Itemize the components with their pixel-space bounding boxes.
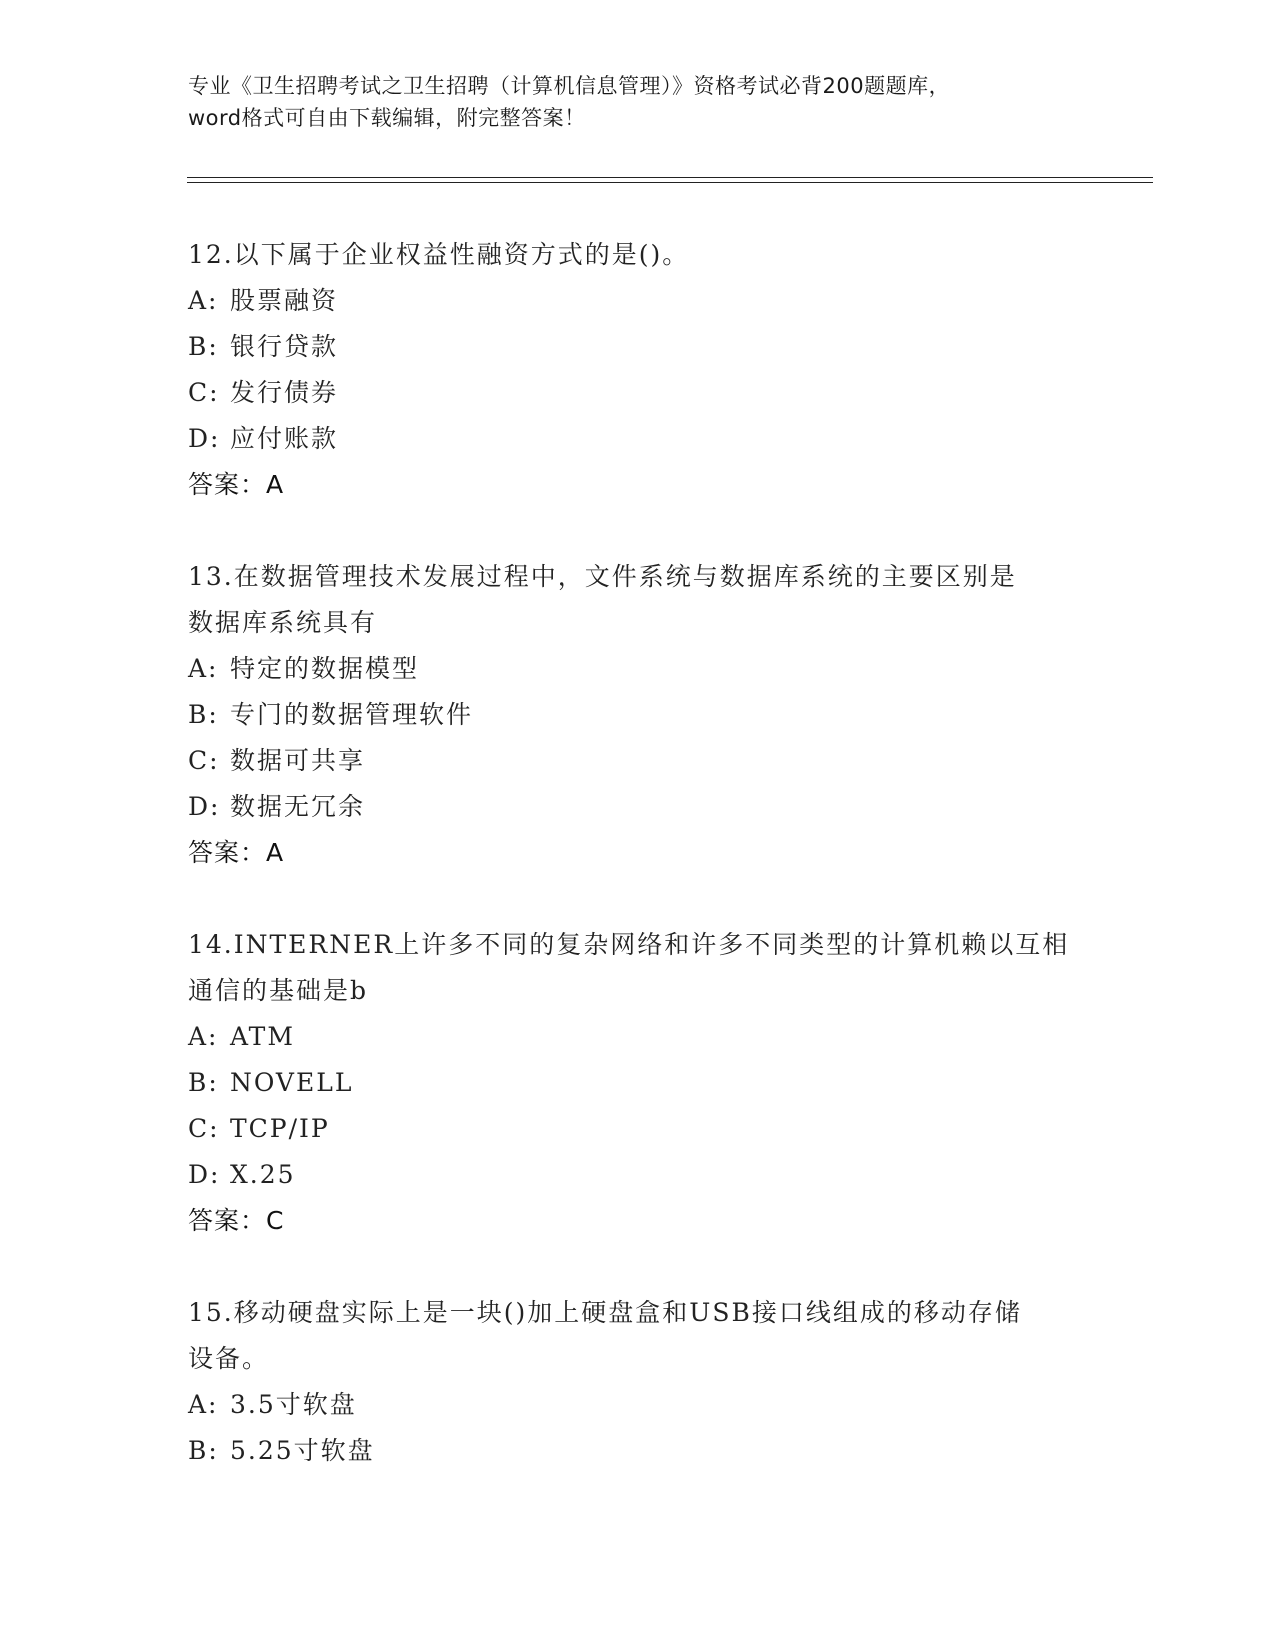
header-line-1: 专业《卫生招聘考试之卫生招聘（计算机信息管理）》资格考试必背200题题库， [188, 74, 951, 98]
question-stem-continued: 设备。 [188, 1344, 270, 1373]
question-14 [188, 922, 1088, 1244]
option-a [188, 1014, 1088, 1060]
question-stem-continued: 通信的基础是b [188, 976, 369, 1005]
option-label: A: [188, 1022, 219, 1051]
option-label: B: [188, 700, 219, 729]
option-label: C: [188, 378, 220, 407]
question-stem-continued: 数据库系统具有 [188, 608, 378, 637]
question-stem: 13.在数据管理技术发展过程中，文件系统与数据库系统的主要区别是 [188, 562, 1017, 591]
option-c [188, 1106, 1088, 1152]
option-b [188, 324, 1088, 370]
option-label: A: [188, 654, 219, 683]
option-d [188, 784, 1088, 830]
option-text: 数据无冗余 [230, 792, 366, 821]
answer: 答案：A [188, 838, 285, 867]
option-text: 3.5寸软盘 [230, 1390, 357, 1419]
option-label: D: [188, 424, 221, 453]
option-a [188, 1382, 1088, 1428]
option-text: 股票融资 [230, 286, 339, 315]
option-label: B: [188, 1068, 219, 1097]
option-text: 发行债券 [230, 378, 339, 407]
option-c [188, 370, 1088, 416]
answer: 答案：C [188, 1206, 285, 1235]
header-divider-top [187, 177, 1153, 178]
answer: 答案：A [188, 470, 285, 499]
option-c [188, 738, 1088, 784]
option-a [188, 646, 1088, 692]
option-text: 数据可共享 [230, 746, 366, 775]
option-label: A: [188, 1390, 219, 1419]
option-a [188, 278, 1088, 324]
option-text: TCP/IP [230, 1114, 330, 1143]
header-divider-bottom [187, 182, 1153, 183]
option-label: D: [188, 792, 221, 821]
option-label: D: [188, 1160, 221, 1189]
header-line-2: word格式可自由下载编辑，附完整答案！ [188, 106, 586, 130]
question-stem: 14.INTERNER上许多不同的复杂网络和许多不同类型的计算机赖以互相 [188, 930, 1070, 959]
question-13 [188, 554, 1088, 876]
option-text: 应付账款 [230, 424, 339, 453]
option-text: 专门的数据管理软件 [230, 700, 474, 729]
option-label: B: [188, 1436, 219, 1465]
option-text: NOVELL [230, 1068, 354, 1097]
option-text: ATM [230, 1022, 295, 1051]
option-label: C: [188, 746, 220, 775]
option-label: C: [188, 1114, 220, 1143]
document-header [188, 70, 1088, 134]
option-b [188, 1428, 1088, 1474]
option-d [188, 416, 1088, 462]
option-label: B: [188, 332, 219, 361]
question-stem: 15.移动硬盘实际上是一块()加上硬盘盒和USB接口线组成的移动存储 [188, 1298, 1022, 1327]
option-text: 5.25寸软盘 [230, 1436, 375, 1465]
option-b [188, 1060, 1088, 1106]
option-b [188, 692, 1088, 738]
option-text: 特定的数据模型 [230, 654, 420, 683]
question-12 [188, 232, 1088, 508]
option-text: 银行贷款 [230, 332, 339, 361]
option-text: X.25 [230, 1160, 296, 1189]
question-stem: 12.以下属于企业权益性融资方式的是()。 [188, 240, 690, 269]
option-d [188, 1152, 1088, 1198]
question-15 [188, 1290, 1088, 1474]
option-label: A: [188, 286, 219, 315]
